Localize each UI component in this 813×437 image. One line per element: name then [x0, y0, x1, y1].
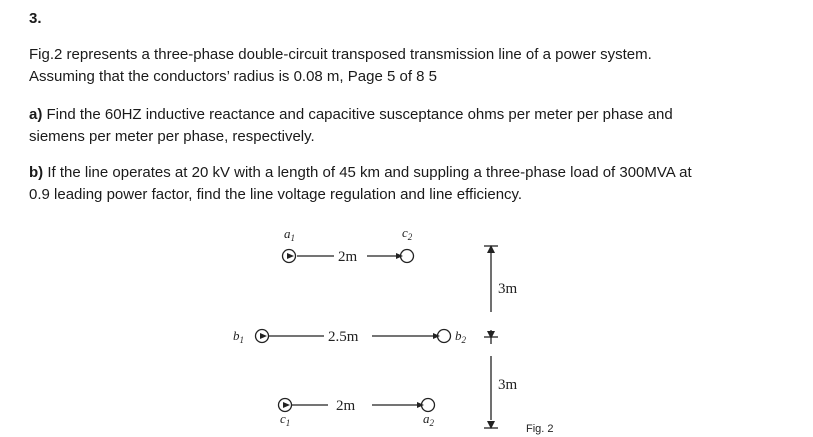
arrowhead-vertical-mid: [487, 331, 495, 339]
intro-line-2: Assuming that the conductors’ radius is 0.08 m, Page 5 of 8 5: [29, 68, 438, 85]
distance-middle: 2.5m: [328, 329, 359, 345]
arrowhead-b2: [433, 333, 440, 339]
label-a1: $a_1$: [284, 226, 295, 243]
arrowhead-a2: [417, 402, 424, 408]
label-b1: $b_1$: [233, 328, 244, 345]
intro-line-1: Fig.2 represents a three-phase double-circuit transposed transmission line of a power system.: [29, 46, 652, 63]
part-a-label: a): [29, 106, 43, 123]
label-c2: $c_2$: [402, 225, 413, 242]
arrowhead-a1: [287, 253, 294, 259]
arrowhead-b1: [260, 333, 267, 339]
distance-top: 2m: [338, 249, 358, 265]
part-b-text: If the line operates at 20 kV with a length of 45 km and suppling a three-phase load of 300MVA at: [43, 164, 692, 181]
part-a-line-2: siemens per meter per phase, respectively.: [29, 128, 315, 145]
distance-vertical-upper: 3m: [498, 281, 518, 297]
part-b-label: b): [29, 164, 44, 181]
distance-bottom: 2m: [336, 398, 356, 414]
arrowhead-c1: [283, 402, 290, 408]
part-a-text: Find the 60HZ inductive reactance and capacitive susceptance ohms per meter per phase and: [42, 106, 673, 123]
question-number: 3.: [29, 10, 42, 27]
arrowhead-c2: [396, 253, 403, 259]
label-a2: $a_2$: [423, 411, 434, 428]
label-b2: $b_2$: [455, 328, 466, 345]
figure-caption: Fig. 2: [526, 423, 554, 435]
part-b-line-2: 0.9 leading power factor, find the line voltage regulation and line efficiency.: [29, 186, 523, 203]
label-c1: $c_1$: [280, 411, 291, 428]
distance-vertical-lower: 3m: [498, 377, 518, 393]
